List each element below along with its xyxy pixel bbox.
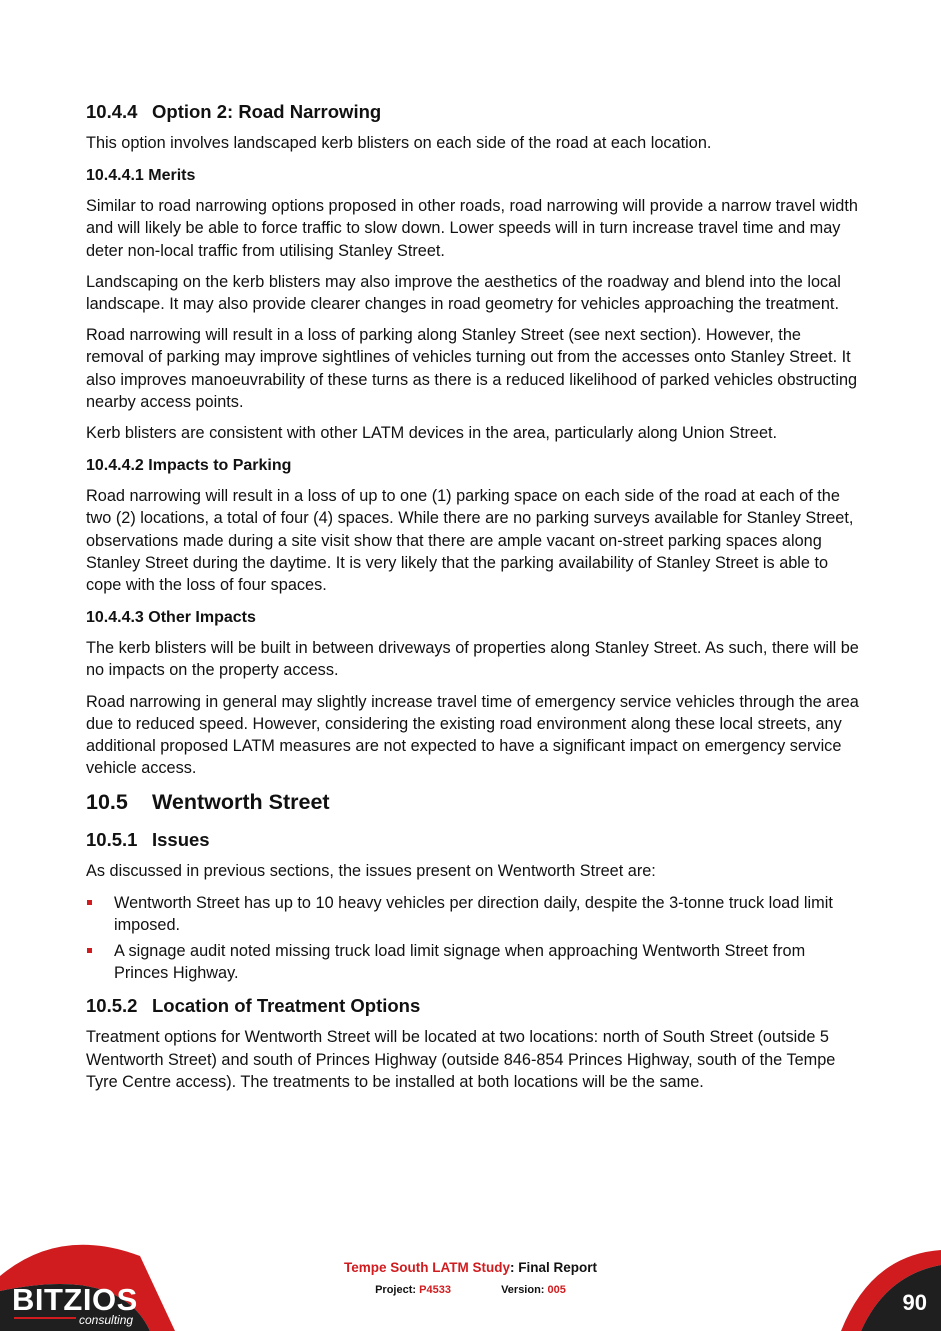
page-content bbox=[86, 100, 861, 1102]
issues-list bbox=[86, 892, 861, 985]
heading-number: 10.5.1 bbox=[86, 829, 138, 851]
footer-version-label: Version: bbox=[501, 1284, 545, 1296]
paragraph: Road narrowing will result in a loss of up to one (1) parking space on each side of the road at each of the two (2) locations, a total of four (4) spaces. While there are no parking surveys available for Stanley Street, observations made during a site visit show that there are ample vacant on-street parking spaces along Stanley Street during the daytime. It is very likely that the parking availability of Stanley Street is able to cope with the loss of four spaces. bbox=[86, 487, 854, 595]
heading-10-4-4 bbox=[86, 100, 861, 124]
heading-number: 10.4.4 bbox=[86, 101, 138, 122]
logo-underline bbox=[14, 1317, 76, 1319]
footer-study-title: Tempe South LATM Study bbox=[343, 1260, 510, 1275]
list-item-text: Wentworth Street has up to 10 heavy vehicles per direction daily, despite the 3-tonne truck load limit imposed. bbox=[114, 893, 833, 934]
footer-title-line bbox=[0, 1260, 941, 1275]
paragraph: Road narrowing will result in a loss of parking along Stanley Street (see next section). However, the removal of parking may improve sightlines of vehicles turning out from the accesses onto Stanley Street. It also improves manoeuvrability of these turns as there is a reduced likelihood of parked vehicles obstructing nearby access points. bbox=[86, 326, 858, 411]
logo-subtext: consulting bbox=[79, 1313, 134, 1327]
list-item bbox=[86, 940, 861, 984]
footer-meta-line bbox=[0, 1284, 941, 1296]
paragraph: As discussed in previous sections, the issues present on Wentworth Street are: bbox=[86, 862, 656, 881]
footer-report-type: Final Report bbox=[518, 1260, 598, 1275]
bullet-square-icon bbox=[87, 948, 92, 953]
paragraph: Road narrowing in general may slightly increase travel time of emergency service vehicles through the area due to reduced speed. However, considering the existing road environment along these local streets, any additional proposed LATM measures are not expected to have a significant impact on emergency service vehicle access. bbox=[86, 692, 859, 778]
footer bbox=[0, 1260, 941, 1296]
bullet-square-icon bbox=[87, 900, 92, 905]
heading-title: Option 2: Road Narrowing bbox=[152, 101, 382, 122]
heading-number: 10.5.2 bbox=[86, 995, 138, 1017]
paragraph: Kerb blisters are consistent with other LATM devices in the area, particularly along Union Street. bbox=[86, 424, 778, 443]
heading-title: Issues bbox=[152, 829, 210, 851]
heading-title: Location of Treatment Options bbox=[152, 995, 421, 1017]
paragraph: Landscaping on the kerb blisters may also improve the aesthetics of the roadway and blend into the local landscape. It may also provide clearer changes in road geometry for vehicles approaching the treatment. bbox=[86, 272, 841, 314]
heading-number: 10.5 bbox=[86, 790, 128, 815]
heading-10-5 bbox=[86, 788, 861, 816]
paragraph: The kerb blisters will be built in between driveways of properties along Stanley Street. As such, there will be no impacts on the property access. bbox=[86, 639, 859, 680]
footer-project-value: P4533 bbox=[419, 1284, 451, 1296]
footer-project-label: Project: bbox=[375, 1284, 417, 1296]
paragraph: This option involves landscaped kerb blisters on each side of the road at each location. bbox=[86, 134, 712, 152]
paragraph: Similar to road narrowing options proposed in other roads, road narrowing will provide a narrow travel width and will likely be able to force traffic to slow down. Lower speeds will in turn increase travel time and may deter non-local traffic from utilising Stanley Street. bbox=[86, 197, 858, 260]
footer-version-value: 005 bbox=[547, 1284, 566, 1296]
list-item-text: A signage audit noted missing truck load limit signage when approaching Wentworth Street from Princes Highway. bbox=[114, 942, 806, 983]
heading-10-5-1 bbox=[86, 828, 861, 852]
page-number: 90 bbox=[902, 1290, 927, 1315]
heading-merits: 10.4.4.1 Merits bbox=[86, 167, 196, 185]
heading-title: Wentworth Street bbox=[152, 790, 330, 815]
heading-10-5-2 bbox=[86, 994, 861, 1018]
heading-impacts-to-parking: 10.4.4.2 Impacts to Parking bbox=[86, 457, 292, 475]
paragraph: Treatment options for Wentworth Street will be located at two locations: north of South Street (outside 5 Wentworth Street) and south of Princes Highway (outside 846-854 Princes Highway, south of the Tempe Tyre Centre access). The treatments to be installed at both locations will be the same. bbox=[86, 1028, 836, 1091]
heading-other-impacts: 10.4.4.3 Other Impacts bbox=[86, 609, 256, 627]
logo-text: BITZIOS bbox=[12, 1282, 138, 1317]
footer-colon: : bbox=[509, 1260, 515, 1275]
list-item bbox=[86, 892, 861, 936]
